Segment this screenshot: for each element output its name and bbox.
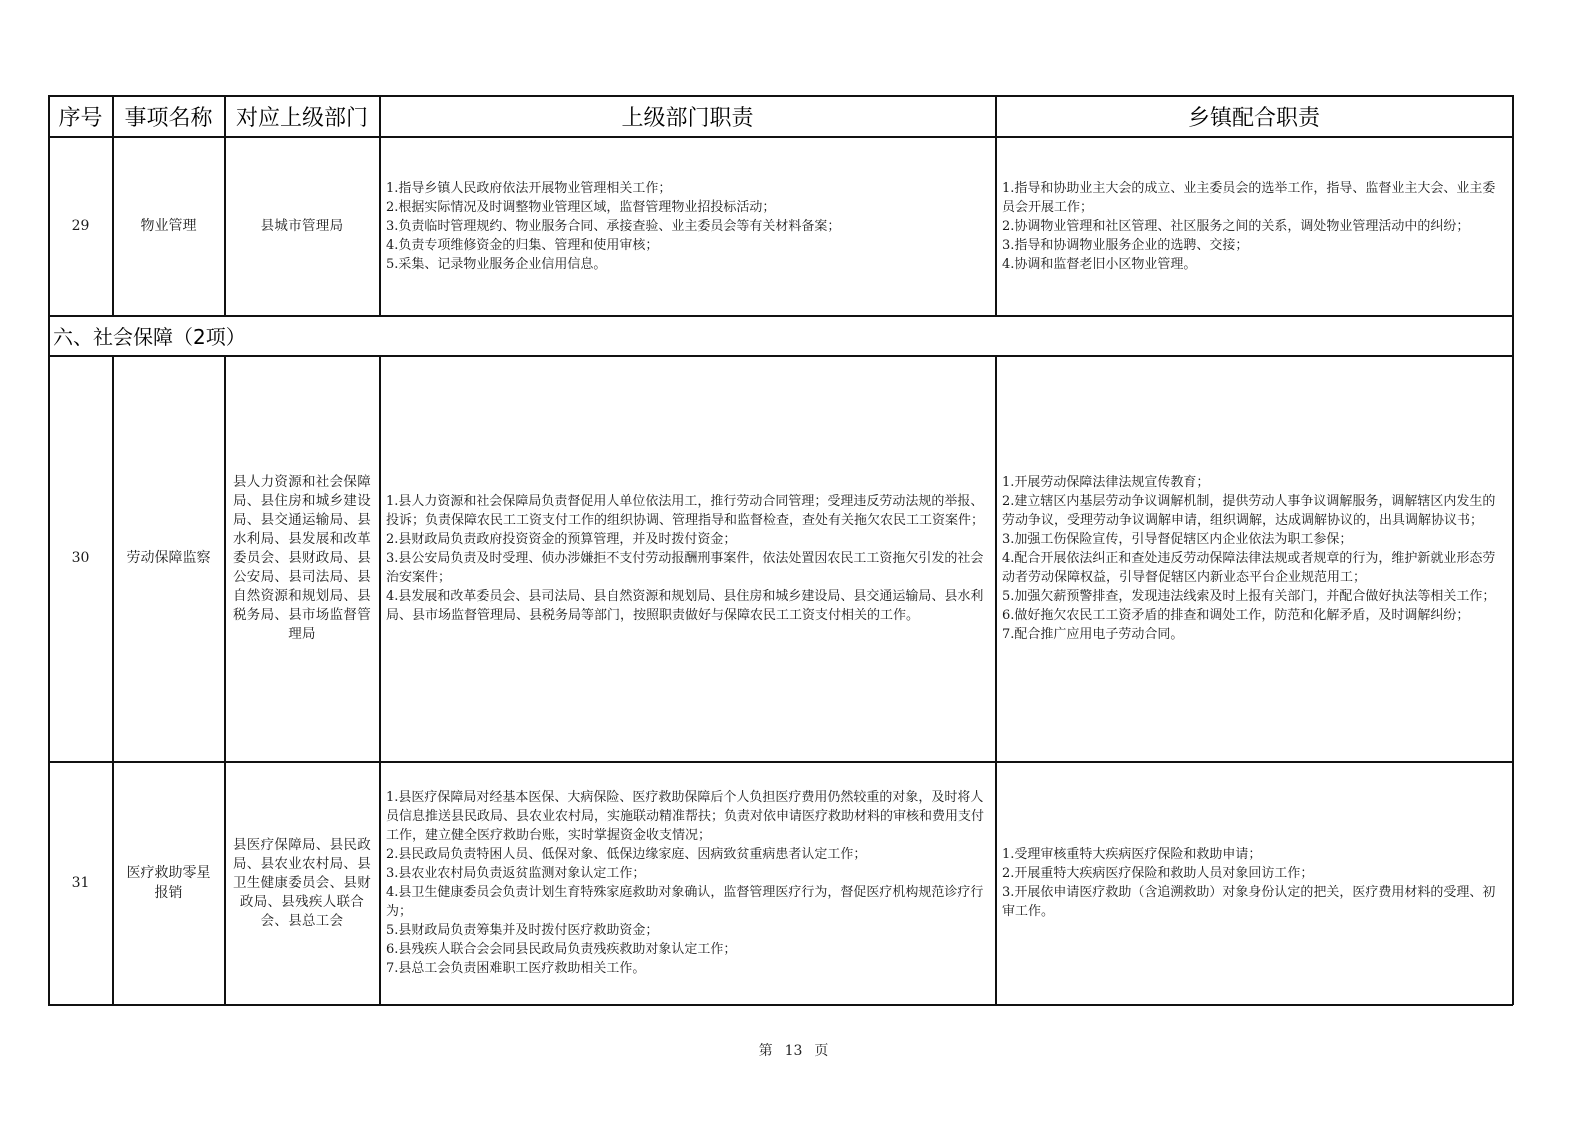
list-item: 1.指导乡镇人民政府依法开展物业管理相关工作； xyxy=(386,180,672,196)
list-item: 2.开展重特大疾病医疗保险和救助人员对象回访工作； xyxy=(1002,866,1314,881)
table-border xyxy=(48,1004,1513,1006)
row-29-upper xyxy=(380,137,995,315)
row-seq: 31 xyxy=(71,874,90,891)
row-seq: 29 xyxy=(71,217,90,234)
header-town xyxy=(996,96,1512,136)
list-item: 2.根据实际情况及时调整物业管理区域，监督管理物业招投标活动； xyxy=(386,199,776,215)
header-item-label: 事项名称 xyxy=(124,105,213,131)
row-31-upper xyxy=(380,762,995,1004)
list-item: 4.负责专项维修资金的归集、管理和使用审核； xyxy=(386,237,659,253)
town-duties-list xyxy=(996,473,1512,644)
row-31-dept xyxy=(225,762,379,1004)
row-dept: 县人力资源和社会保障局、县住房和城乡建设局、县交通运输局、县水利局、县发展和改革委员会、县财政局、县公安局、县司法局、县自然资源和规划局、县税务局、县市场监督管理局 xyxy=(233,474,371,642)
list-item: 3.县农业农村局负责返贫监测对象认定工作； xyxy=(386,866,646,881)
list-item: 2.建立辖区内基层劳动争议调解机制，提供劳动人事争议调解服务，调解辖区内发生的劳动争议，受理劳动争议调解申请，组织调解，达成调解协议的，出具调解协议书； xyxy=(1002,494,1496,528)
page-footer xyxy=(0,1040,1587,1060)
upper-duties-list xyxy=(380,179,846,274)
header-dept-label: 对应上级部门 xyxy=(235,105,368,131)
list-item: 1.开展劳动保障法律法规宣传教育； xyxy=(1002,475,1210,490)
footer-prefix: 第 xyxy=(758,1043,773,1059)
list-item: 4.协调和监督老旧小区物业管理。 xyxy=(1002,256,1197,272)
list-item: 3.开展依申请医疗救助（含追溯救助）对象身份认定的把关，医疗费用材料的受理、初审工作。 xyxy=(1002,885,1496,919)
list-item: 1.县人力资源和社会保障局负责督促用人单位依法用工，推行劳动合同管理；受理违反劳动法规的举报、投诉；负责保障农民工工资支付工作的组织协调、管理指导和监督检查，查处有关拖欠农民工工资案件； xyxy=(386,494,985,528)
upper-duties-list xyxy=(380,788,995,978)
row-31-seq xyxy=(49,762,112,1004)
row-30-seq xyxy=(49,356,112,761)
list-item: 4.县发展和改革委员会、县司法局、县自然资源和规划局、县住房和城乡建设局、县交通运输局、县水利局、县市场监督管理局、县税务局等部门，按照职责做好与保障农民工工资支付相关的工作。 xyxy=(386,589,984,623)
list-item: 1.指导和协助业主大会的成立、业主委员会的选举工作，指导、监督业主大会、业主委员会开展工作； xyxy=(1002,180,1496,215)
list-item: 4.县卫生健康委员会负责计划生育特殊家庭救助对象确认，监督管理医疗行为，督促医疗机构规范诊疗行为； xyxy=(386,885,984,919)
row-item: 劳动保障监察 xyxy=(126,550,211,566)
list-item: 4.配合开展依法纠正和查处违反劳动保障法律法规或者规章的行为，维护新就业形态劳动者劳动保障权益，引导督促辖区内新业态平台企业规范用工； xyxy=(1002,551,1496,585)
row-item: 物业管理 xyxy=(140,217,197,234)
section-title: 六、社会保障（2项） xyxy=(53,325,246,349)
section-heading xyxy=(49,316,1512,355)
row-30-upper xyxy=(380,356,995,761)
row-29-seq xyxy=(49,137,112,315)
list-item: 3.指导和协调物业服务企业的选聘、交接； xyxy=(1002,237,1249,253)
table-border xyxy=(1512,95,1514,1005)
upper-duties-list xyxy=(380,492,995,625)
list-item: 6.做好拖欠农民工工资矛盾的排查和调处工作，防范和化解矛盾，及时调解纠纷； xyxy=(1002,608,1470,623)
list-item: 7.县总工会负责困难职工医疗救助相关工作。 xyxy=(386,961,646,976)
row-30-item xyxy=(113,356,224,761)
list-item: 5.县财政局负责筹集并及时拨付医疗救助资金； xyxy=(386,923,659,938)
list-item: 5.加强欠薪预警排查，发现违法线索及时上报有关部门，并配合做好执法等相关工作； xyxy=(1002,589,1496,604)
header-town-label: 乡镇配合职责 xyxy=(1187,105,1320,131)
row-item: 医疗救助零星报销 xyxy=(126,865,211,901)
row-dept: 县城市管理局 xyxy=(260,217,344,234)
header-seq-label: 序号 xyxy=(58,105,103,131)
list-item: 2.县财政局负责政府投资资金的预算管理，并及时拨付资金； xyxy=(386,532,737,547)
list-item: 1.县医疗保障局对经基本医保、大病保险、医疗救助保障后个人负担医疗费用仍然较重的对象，及时将人员信息推送县民政局、县农业农村局，实施联动精准帮扶；负责对依申请医疗救助材料的审核和费用支付工作，建立健全医疗救助台账，实时掌握资金收支情况； xyxy=(386,790,985,843)
list-item: 6.县残疾人联合会会同县民政局负责残疾救助对象认定工作； xyxy=(386,942,737,957)
town-duties-list xyxy=(996,179,1512,274)
page-number: 13 xyxy=(784,1043,803,1059)
list-item: 5.采集、记录物业服务企业信用信息。 xyxy=(386,256,607,272)
list-item: 1.受理审核重特大疾病医疗保险和救助申请； xyxy=(1002,847,1262,862)
list-item: 2.协调物业管理和社区管理、社区服务之间的关系，调处物业管理活动中的纠纷； xyxy=(1002,218,1470,234)
header-item xyxy=(113,96,224,136)
list-item: 3.加强工伤保险宣传，引导督促辖区内企业依法为职工参保； xyxy=(1002,532,1353,547)
header-upper-label: 上级部门职责 xyxy=(621,105,754,131)
row-31-item xyxy=(113,762,224,1004)
row-30-dept xyxy=(225,356,379,761)
list-item: 2.县民政局负责特困人员、低保对象、低保边缘家庭、因病致贫重病患者认定工作； xyxy=(386,847,867,862)
row-29-item xyxy=(113,137,224,315)
row-30-town xyxy=(996,356,1512,761)
row-29-dept xyxy=(225,137,379,315)
header-dept xyxy=(225,96,379,136)
list-item: 3.县公安局负责及时受理、侦办涉嫌拒不支付劳动报酬刑事案件，依法处置因农民工工资拖欠引发的社会治安案件； xyxy=(386,551,984,585)
town-duties-list xyxy=(996,845,1512,921)
row-seq: 30 xyxy=(71,550,90,566)
header-seq xyxy=(49,96,112,136)
header-upper xyxy=(380,96,995,136)
row-dept: 县医疗保障局、县民政局、县农业农村局、县卫生健康委员会、县财政局、县残疾人联合会、县总工会 xyxy=(233,836,371,929)
row-31-town xyxy=(996,762,1512,1004)
footer-suffix: 页 xyxy=(814,1043,829,1059)
list-item: 3.负责临时管理规约、物业服务合同、承接查验、业主委员会等有关材料备案； xyxy=(386,218,841,234)
list-item: 7.配合推广应用电子劳动合同。 xyxy=(1002,627,1184,642)
row-29-town xyxy=(996,137,1512,315)
